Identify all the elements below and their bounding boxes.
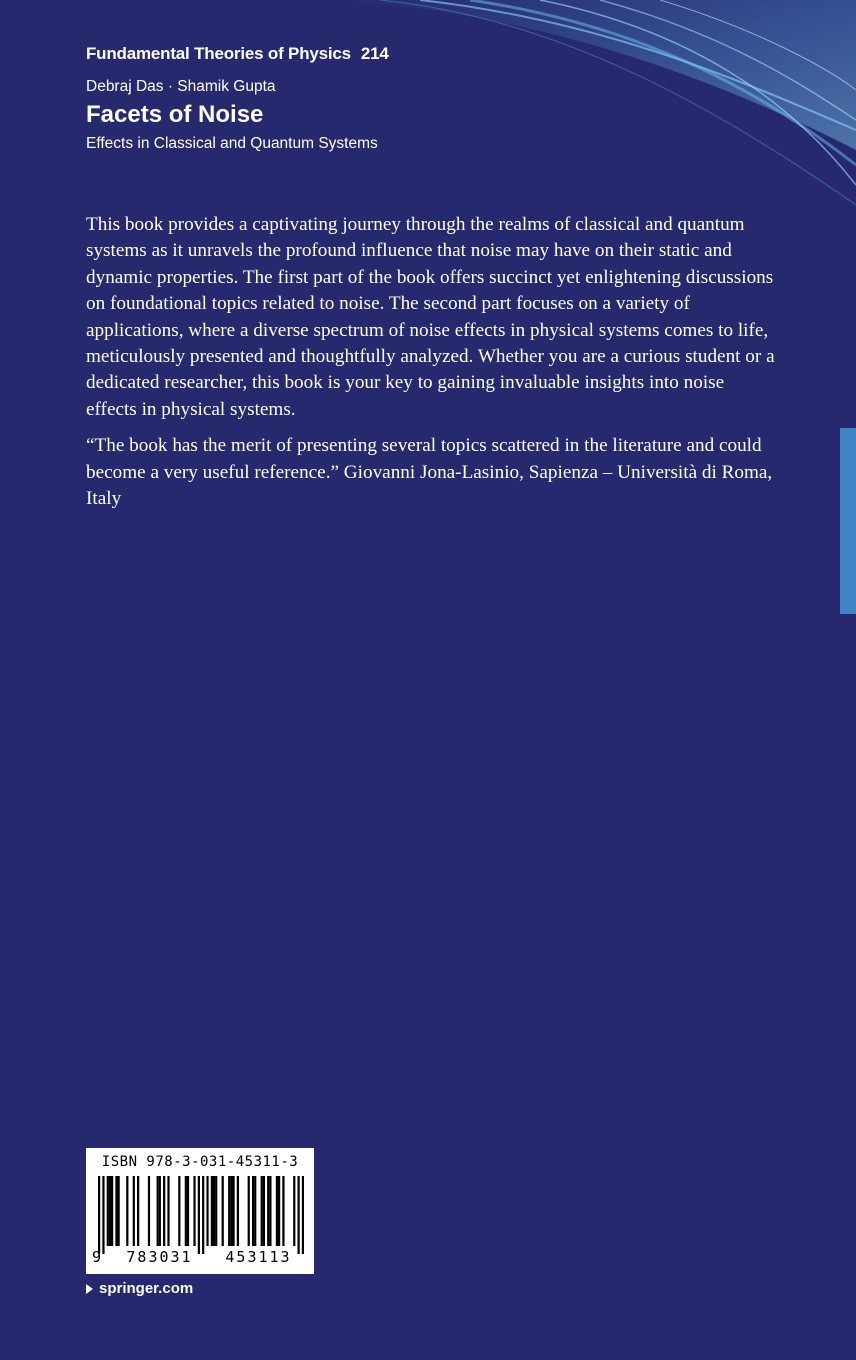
barcode-bar bbox=[293, 1176, 295, 1246]
barcode-bar bbox=[193, 1176, 195, 1246]
barcode-left-group: 783031 bbox=[126, 1248, 193, 1266]
barcode-bar bbox=[198, 1176, 200, 1254]
barcode-bar bbox=[232, 1176, 234, 1246]
barcode-bar bbox=[187, 1176, 189, 1246]
barcode-icon bbox=[98, 1176, 304, 1254]
website-label: springer.com bbox=[99, 1280, 194, 1297]
authors: Debraj Das · Shamik Gupta bbox=[86, 78, 276, 95]
barcode-bar bbox=[261, 1176, 263, 1246]
barcode-bar bbox=[111, 1176, 113, 1246]
barcode-bar bbox=[167, 1176, 169, 1246]
barcode-bar bbox=[248, 1176, 250, 1246]
barcode-bar bbox=[254, 1176, 256, 1246]
barcode-bar bbox=[98, 1176, 100, 1254]
isbn-label: ISBN 978-3-031-45311-3 bbox=[101, 1154, 299, 1170]
barcode-bar bbox=[163, 1176, 165, 1246]
barcode-bar bbox=[126, 1176, 128, 1246]
arrow-icon bbox=[86, 1284, 93, 1294]
series-title bbox=[86, 44, 726, 64]
book-title: Facets of Noise bbox=[86, 101, 264, 128]
barcode-bar bbox=[202, 1176, 204, 1254]
barcode-bar bbox=[102, 1176, 104, 1254]
series-number: 214 bbox=[360, 44, 389, 63]
barcode-bar bbox=[115, 1176, 117, 1246]
description-paragraph: This book provides a captivating journey through the realms of classical and quantum systems as it unravels the profound influence that noise may have on their static and dynamic properties. The first part of the book offers succinct yet enlightening discussions on foundational topics related to noise. The second part focuses on a variety of applications, where a diverse spectrum of noise effects in physical systems comes to life, meticulously presented and thoughtfully analyzed. Whether you are a curious student or a dedicated researcher, this book is your key to gaining invaluable insights into noise effects in physical systems. bbox=[86, 214, 775, 420]
barcode-bar bbox=[276, 1176, 278, 1246]
barcode-bar bbox=[213, 1176, 215, 1246]
barcode-bar bbox=[230, 1176, 232, 1246]
barcode-bar bbox=[237, 1176, 239, 1246]
barcode-digits bbox=[92, 1248, 308, 1266]
barcode-bar bbox=[148, 1176, 150, 1246]
barcode-bar bbox=[282, 1176, 284, 1246]
barcode-bar bbox=[211, 1176, 213, 1246]
barcode-right-group: 453113 bbox=[225, 1248, 292, 1266]
barcode-bar bbox=[133, 1176, 135, 1246]
barcode-bar bbox=[222, 1176, 224, 1246]
barcode-bar bbox=[269, 1176, 271, 1246]
barcode-bar bbox=[263, 1176, 265, 1246]
barcode-bar bbox=[107, 1176, 109, 1246]
barcode-bar bbox=[228, 1176, 230, 1246]
barcode-first-digit: 9 bbox=[92, 1248, 102, 1266]
barcode-bar bbox=[267, 1176, 269, 1246]
isbn-barcode-box bbox=[86, 1148, 314, 1274]
endorsement-quote: “The book has the merit of presenting several topics scattered in the literature and could become a very useful reference.” Giovanni Jona-Lasinio, Sapienza – Università di Roma, Italy bbox=[86, 435, 773, 510]
barcode-bar bbox=[178, 1176, 180, 1246]
header-block bbox=[86, 44, 726, 153]
side-accent-bar bbox=[840, 428, 856, 614]
barcode-bar bbox=[206, 1176, 208, 1246]
barcode-bar bbox=[297, 1176, 299, 1254]
barcode-bar bbox=[137, 1176, 139, 1246]
publisher-website[interactable] bbox=[86, 1280, 193, 1297]
barcode-bar bbox=[157, 1176, 159, 1246]
barcode-bar bbox=[302, 1176, 304, 1254]
barcode-bar bbox=[252, 1176, 254, 1246]
description-block bbox=[86, 212, 776, 512]
barcode-bar bbox=[215, 1176, 217, 1246]
barcode-bar bbox=[185, 1176, 187, 1246]
barcode-bar bbox=[278, 1176, 280, 1246]
barcode-bar bbox=[159, 1176, 161, 1246]
barcode-bar bbox=[118, 1176, 120, 1246]
series-name: Fundamental Theories of Physics bbox=[86, 44, 351, 63]
book-subtitle: Effects in Classical and Quantum Systems bbox=[86, 135, 378, 152]
barcode-bar bbox=[109, 1176, 111, 1246]
